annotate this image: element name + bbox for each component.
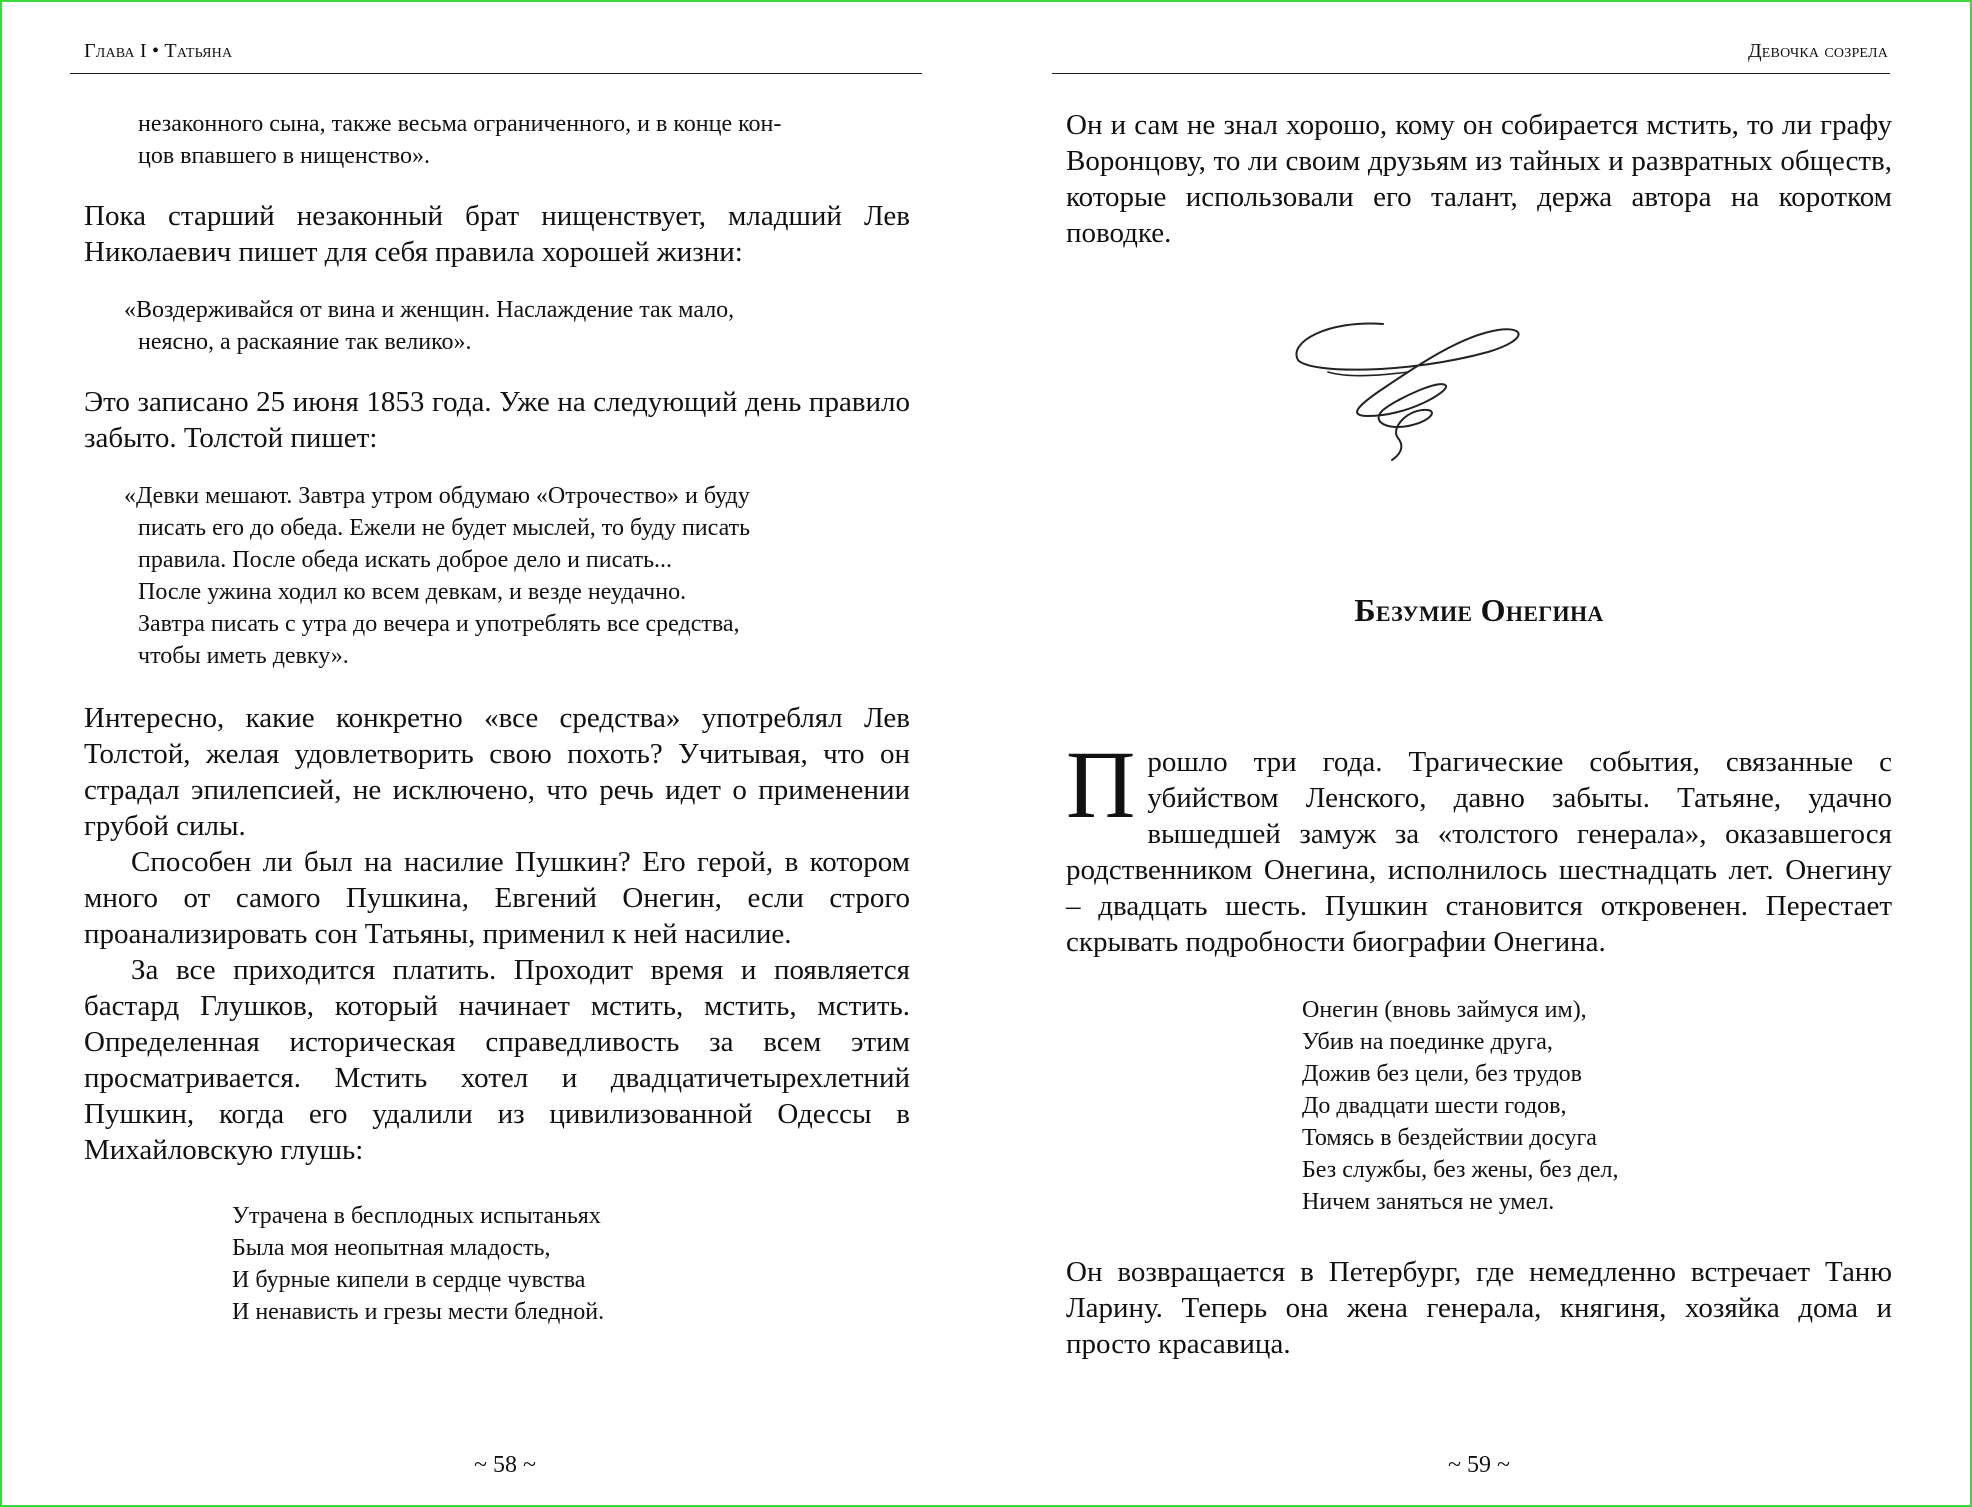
header-rule-left <box>70 73 922 74</box>
quote-line: Завтра писать с утра до вечера и употреблять все средства, <box>138 611 740 637</box>
poem-line: Без службы, без жены, без дел, <box>1302 1157 1619 1183</box>
quote-line: незаконного сына, также весьма ограниченного, и в конце кон- <box>138 111 782 137</box>
poem-line: Дожив без цели, без трудов <box>1302 1061 1582 1087</box>
paragraph <box>1066 107 1892 251</box>
paragraph <box>84 384 910 456</box>
quote-continuation <box>138 108 898 172</box>
paragraph-text: Он и сам не знал хорошо, кому он собирается мстить, то ли графу Воронцову, то ли своим друзьям из тайных и развратных обществ, которые использовали его талант, держа автора на коротком поводке. <box>1066 109 1892 249</box>
paragraph-text: Интересно, какие конкретно «все средства» употреблял Лев Толстой, желая удовлетворить свою похоть? Учитывая, что он страдал эпилепсией, не исключено, что речь идет о применении грубой силы. <box>84 702 910 842</box>
poem-line: Убив на поединке друга, <box>1302 1029 1553 1055</box>
left-page <box>2 2 988 1505</box>
page-number-left: ~ 58 ~ <box>474 1452 536 1478</box>
quote-line: цов впавшего в нищенство». <box>138 143 431 169</box>
running-head-left: Глава I • Татьяна <box>84 40 233 62</box>
poem-line: Ничем заняться не умел. <box>1302 1189 1555 1215</box>
paragraph-text: рошло три года. Трагические события, связанные с убийством Ленского, давно забыты. Татьяне, удачно вышедшей замуж за «толстого генерала», оказавшегося родственником Онегина, исполнилось шестнадцать лет. Онегину – двадцать шесть. Пушкин становится откровенен. Перестает скрывать подробности биографии Онегина. <box>1066 746 1892 958</box>
quote-line: «Девки мешают. Завтра утром обдумаю «Отрочество» и буду <box>124 483 750 509</box>
flourish-ornament <box>1288 312 1538 462</box>
right-page <box>988 2 1970 1505</box>
running-head-right: Девочка созрела <box>1747 40 1888 62</box>
quote-line: После ужина ходил ко всем девкам, и везде неудачно. <box>138 579 687 605</box>
paragraph-text: Пока старший незаконный брат нищенствует, младший Лев Николаевич пишет для себя правила хорошей жизни: <box>84 200 910 268</box>
paragraph-text: Это записано 25 июня 1853 года. Уже на следующий день правило забыто. Толстой пишет: <box>84 386 910 454</box>
diary-quote-1 <box>124 294 904 358</box>
quote-line: правила. После обеда искать доброе дело и писать... <box>138 547 673 573</box>
quote-line: чтобы иметь девку». <box>138 643 349 669</box>
poem-line: Была моя неопытная младость, <box>232 1235 551 1261</box>
poem-line: И бурные кипели в сердце чувства <box>232 1267 586 1293</box>
paragraph <box>1066 1254 1892 1362</box>
quote-line: писать его до обеда. Ежели не будет мыслей, то буду писать <box>138 515 751 541</box>
page-number-right: ~ 59 ~ <box>1448 1452 1510 1478</box>
poem-line: Утрачена в бесплодных испытаньях <box>232 1203 601 1229</box>
paragraph-text: Он возвращается в Петербург, где немедленно встречает Таню Ларину. Теперь она жена генерала, княгиня, хозяйка дома и просто красавица. <box>1066 1256 1892 1360</box>
poem-quote <box>1302 994 1862 1218</box>
chapter-title: Безумие Онегина <box>1354 592 1604 628</box>
poem-line: До двадцати шести годов, <box>1302 1093 1567 1119</box>
quote-line: неясно, а раскаяние так велико». <box>138 329 472 355</box>
poem-line: И ненависть и грезы мести бледной. <box>232 1299 605 1325</box>
header-rule-right <box>1052 73 1890 74</box>
paragraph-with-dropcap <box>1066 731 1892 960</box>
poem-quote <box>232 1200 832 1328</box>
drop-cap: П <box>1066 731 1136 838</box>
diary-quote-2 <box>124 480 904 672</box>
paragraph-block <box>84 700 910 1168</box>
paragraph <box>84 198 910 270</box>
quote-line: «Воздерживайся от вина и женщин. Наслаждение так мало, <box>124 297 735 323</box>
poem-line: Томясь в бездействии досуга <box>1302 1125 1597 1151</box>
poem-line: Онегин (вновь займуся им), <box>1302 997 1587 1023</box>
paragraph-text: За все приходится платить. Проходит время и появляется бастард Глушков, который начинает мстить, мстить, мстить. Определенная историческая справедливость за всем этим просматривается. Мстить хотел и двадцатичетырехлетний Пушкин, когда его удалили из цивилизованной Одессы в Михайловскую глушь: <box>84 954 910 1166</box>
paragraph-text: Способен ли был на насилие Пушкин? Его герой, в котором много от самого Пушкина, Евгений Онегин, если строго проанализировать сон Татьяны, применил к ней насилие. <box>84 846 910 950</box>
